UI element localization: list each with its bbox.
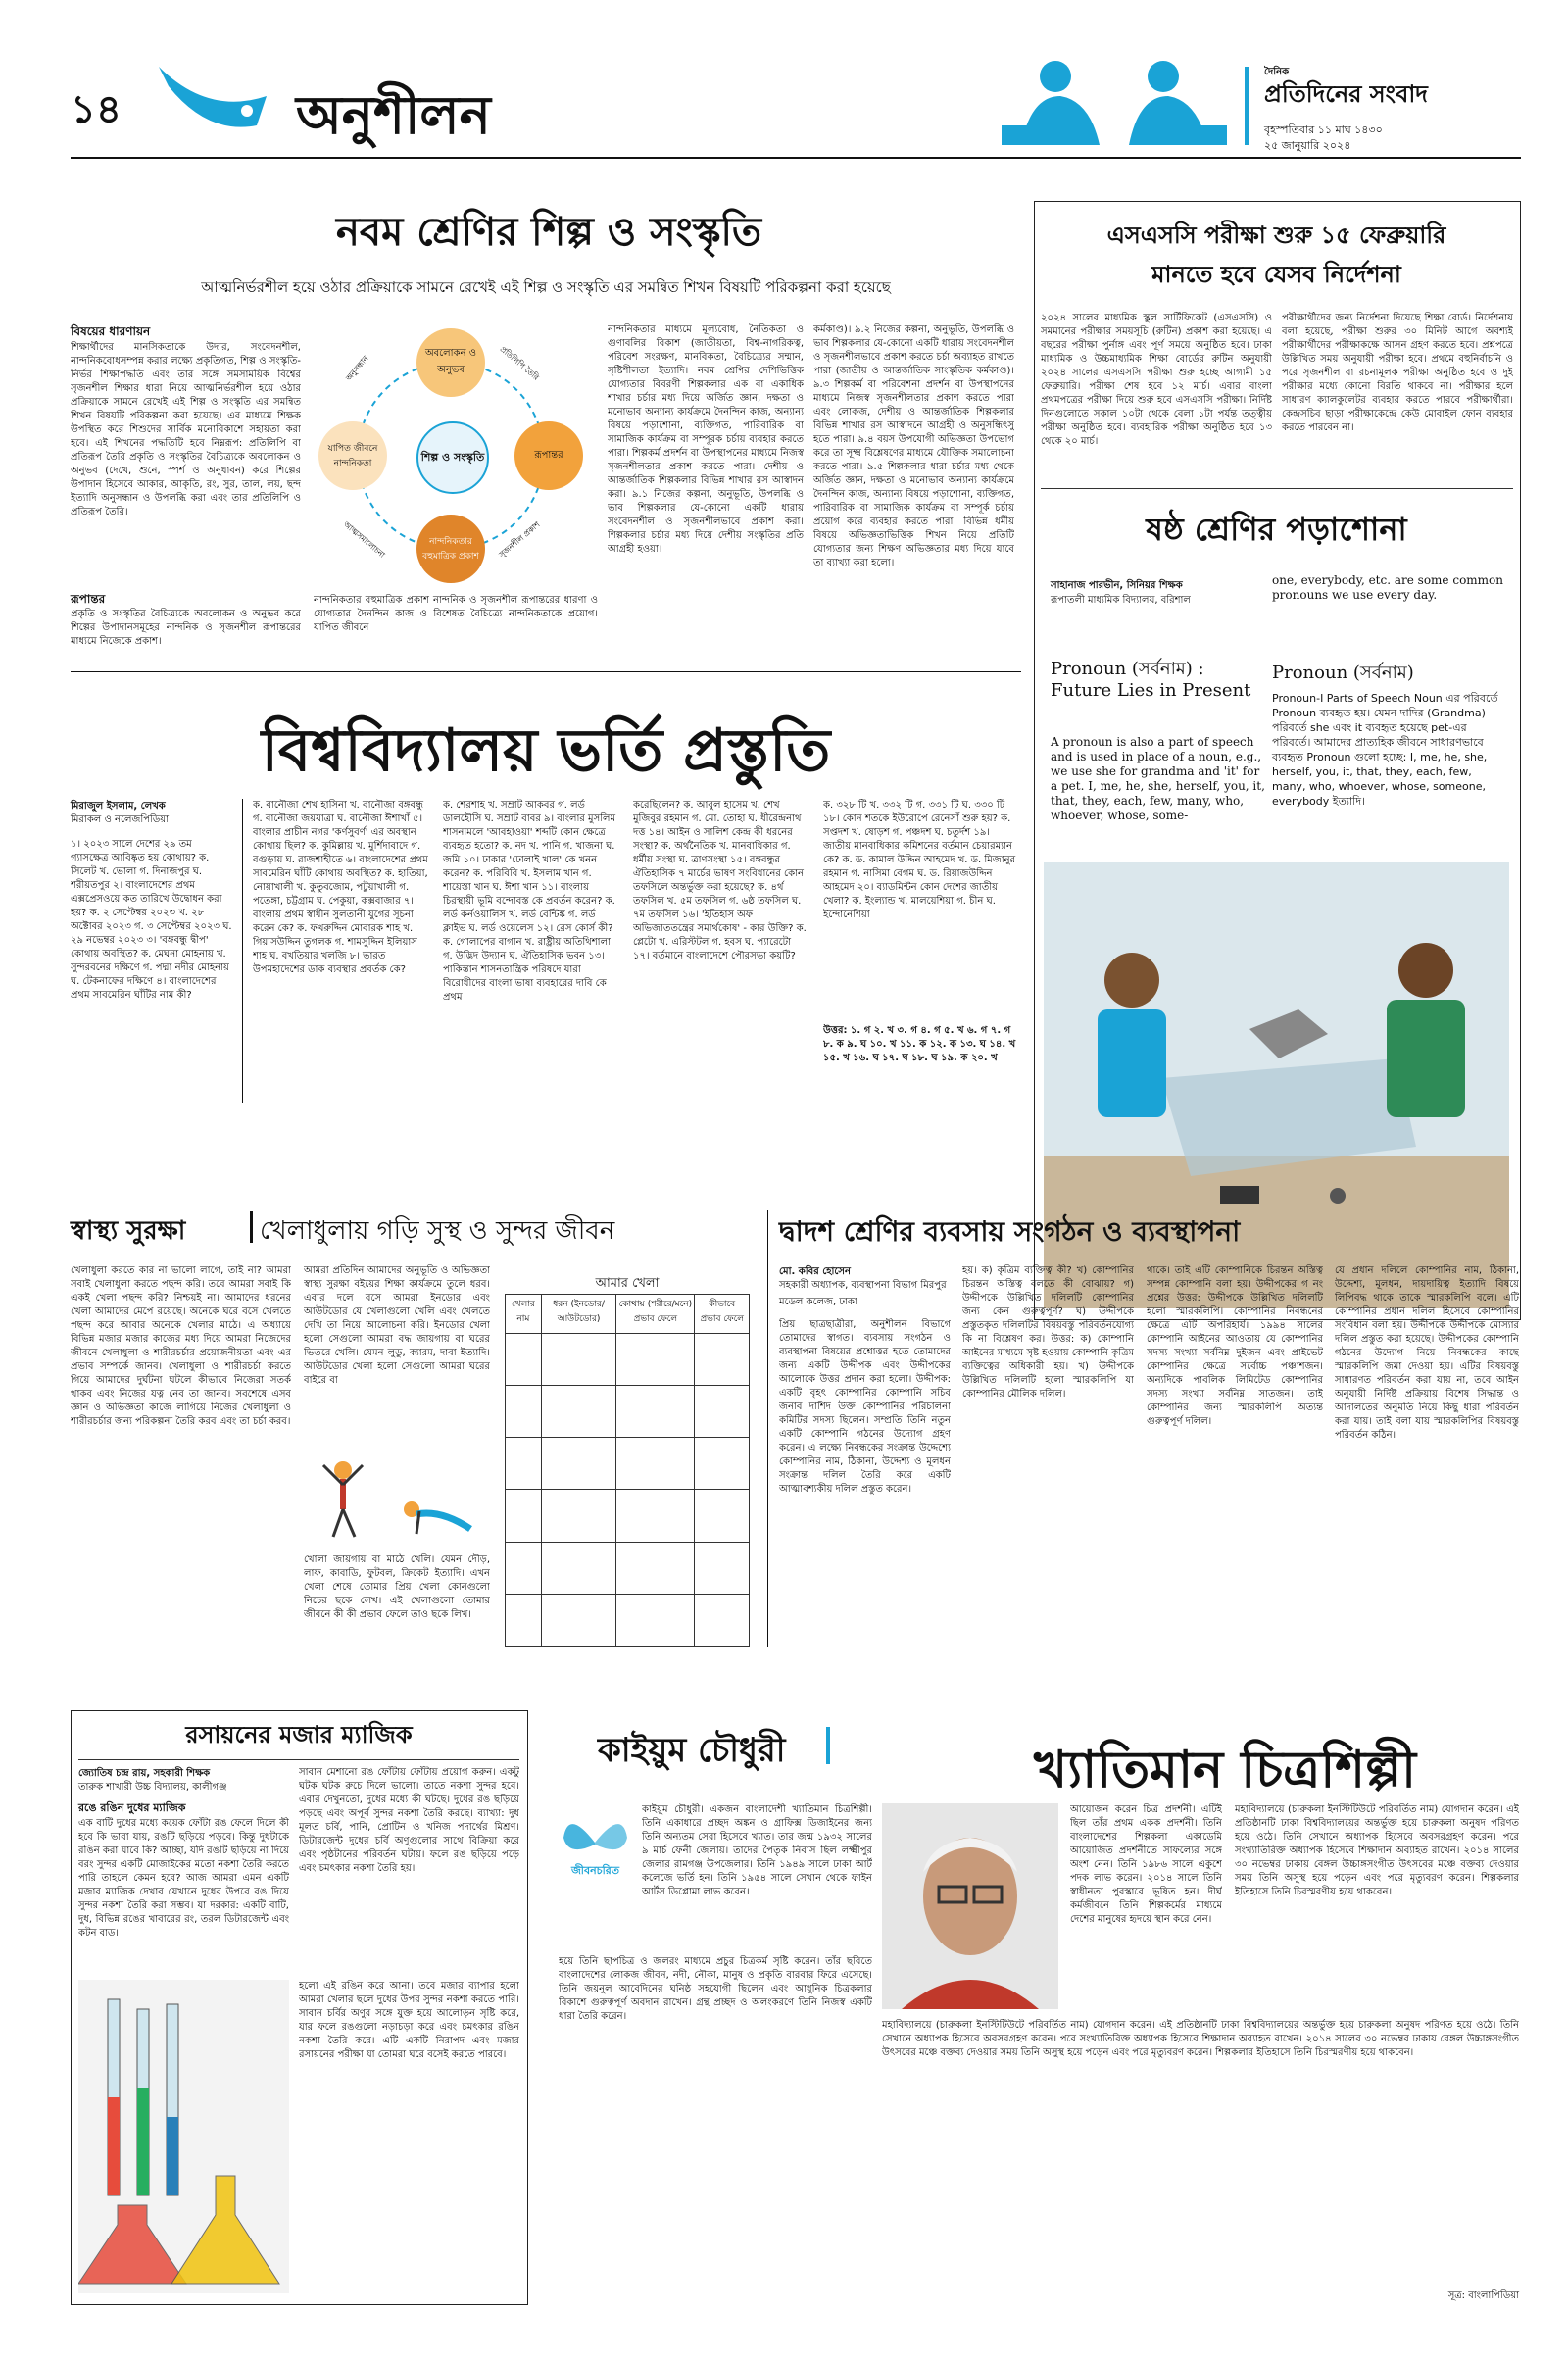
business-byline-2: সহকারী অধ্যাপক, ব্যবস্থাপনা বিভাগ মিরপুর মডেল কলেজ, ঢাকা (779, 1280, 947, 1307)
cycle-arrow-label: আত্মসমালোচনা (341, 519, 387, 560)
table-cell[interactable] (616, 1334, 695, 1386)
health-column-2: আমরা প্রতিদিন আমাদের অনুভূতি ও অভিজ্ঞতা স্বাস্থ্য সুরক্ষা বইয়ের শিক্ষা কার্যক্রমে তুলে ধরব। এবার দলে বসে আমরা ইনডোর এবং আউটডোর যে খেলাগুলো খেলি এবং খেলতে দেখি তা নিয়ে আলোচনা করি। ইনডোর খেলা হলো সেগুলো আমরা বদ্ধ জায়গায় বা ঘরের ভিতরে খেলি। যেমন লুডু, ক্যারম, দাবা ইত্যাদি। আউটডোর খেলা হলো সেগুলো আমরা ঘরের বাইরে বা (304, 1265, 490, 1386)
univ-byline-2: মিরাকল ও নলেজপিডিয়া (71, 814, 170, 825)
readers-illustration-icon (1002, 57, 1227, 150)
health-business-divider (767, 1210, 768, 1647)
cycle-node-expression: নান্দনিকতার বহুমাত্রিক প্রকাশ (416, 515, 485, 583)
artist-name-bar (826, 1727, 830, 1764)
art-concept-text: শিক্ষার্থীদের মানসিকতাকে উদার, সংবেদনশীল, নান্দনিকবোধসম্পন্ন করার লক্ষ্যে প্রকৃতিগত, শিল্প ও সংস্কৃতি-নির্ভর শিক্ষাপদ্ধতি এবং তার সঙ্গে সমসাময়িক বিশ্বের সৃজনশীল শিক্ষার ধারা নিয়ে আত্মনির্ভরশীল হয়ে ওঠার প্রক্রিয়াকে সামনে রেখেই এই শিল্প ও সংস্কৃতি এর সমন্বিত শিখন বিষয়টি পরিকল্পনা করা হয়েছে। এর মাধ্যমে শিক্ষক উপস্থিত করে শিশুদের সার্বিক মনোবিকাশে সহায়তা করা হবে। এই শিখনের পদ্ধতিটি হবে নিম্নরূপ: প্রতিলিপি বা প্রতিরূপ তৈরি প্রকৃতি ও সংস্কৃতির বৈচিত্র্যকে অবলোকন ও অনুভব (দেখে, শুনে, স্পর্শ ও অনুধাবন) করে শিল্পের উপাদান হিসেবে আকার, আকৃতি, রং, সুর, তাল, লয়, ছন্দ ইত্যাদি অনুসন্ধান ও উপলব্ধি করা এবং তার প্রতিলিপি ও প্রতিরূপ তৈরি। (71, 342, 301, 517)
table-cell[interactable] (506, 1542, 542, 1594)
univ-column-5: ক. ৩২৮ টি খ. ৩৩২ টি গ. ৩৩১ টি ঘ. ৩৩০ টি ১৮। কোন শতকে ইউরোপে রেনেসাঁ শুরু হয়? ক. সপ্তদশ খ. ষোড়শ গ. পঞ্চদশ ঘ. চতুর্দশ ১৯। জাতীয় মানবাধিকার কমিশনের বর্তমান চেয়ারম্যান কে? ক. ড. কামাল উদ্দিন আহমেদ খ. ড. মিজানুর রহমান গ. নাসিমা বেগম ঘ. ড. রিয়াজউদ্দিন আহমেদ ২০। ব্যাডমিন্টন কোন দেশের জাতীয় খেলা? ক. ইংল্যান্ড খ. মালয়েশিয়া গ. চীন ঘ. ইন্দোনেশিয়া (823, 800, 1016, 920)
lab-flasks-icon (78, 1980, 289, 2293)
table-cell[interactable] (541, 1386, 616, 1438)
artist-column-4: মহাবিদ্যালয়ে (চারুকলা ইনস্টিটিউটে পরিবর্তিত নাম) যোগদান করেন। এই প্রতিষ্ঠানটি ঢাকা বিশ্ববিদ্যালয়ের অন্তর্ভুক্ত হয়ে চারুকলা অনুষদ পরিণত হয়ে ওঠে। তিনি সেখানে অধ্যাপক হিসেবে অবসরগ্রহণ করেন। পরে সংখ্যাতিরিক্ত অধ্যাপক হিসেবে শিক্ষাদান অব্যাহত রাখেন। ২০১৪ সালের ৩০ নভেম্বর ঢাকায় বেঙ্গল উচ্চাঙ্গসংগীত উৎসবের মঞ্চে বক্তব্য দেওয়ার সময় তিনি অসুস্থ হয়ে পড়েন এবং পরে মৃত্যুবরণ করেন। শিল্পকলার ইতিহাসে তিনি চিরস্মরণীয় হয়ে থাকবেন। (882, 2020, 1519, 2058)
ssc-column-1: ২০২৪ সালের মাধ্যমিক স্কুল সার্টিফিকেট (এসএসসি) ও সমমানের পরীক্ষার সময়সূচি (রুটিন) প্রকাশ করা হয়েছে। এ বছরের পরীক্ষা পুর্নাঙ্গ এবং পূর্ণ সময়ে অনুষ্ঠিত হবে। ঢাকা মাধ্যমিক ও উচ্চমাধ্যমিক শিক্ষা বোর্ডের রুটিন অনুযায়ী ২০২৪ সালের এসএসসি পরীক্ষা শুরু হচ্ছে আগামী ১৫ ফেব্রুয়ারি। পরীক্ষা শেষ হবে ১২ মার্চ। এবার বাংলা প্রথমপত্রের পরীক্ষা দিয়ে শুরু হবে এসএসসি পরীক্ষা। নির্দিষ্ট দিনগুলোতে সকাল ১০টা থেকে বেলা ১টা পর্যন্ত তত্ত্বীয় পরীক্ষা অনুষ্ঠিত হবে। ব্যবহারিক পরীক্ষা অনুষ্ঠিত হবে ১৩ থেকে ২০ মার্চ। (1041, 313, 1272, 447)
six-right-text: Pronoun-I Parts of Speech Noun এর পরিবর্তে Pronoun ব্যবহৃত হয়। যেমন দাদির (Grandma) পরিবর্তে she এবং it ব্যবহৃত হয়েছে pet-এর পরিবর্তে। আমাদের প্রাত্যহিক জীবনে সাধারণভাবে ব্যবহৃত Pronoun গুলো হচ্ছে: I, me, he, she, herself, you, it, that, they, each, few, many, who, whoever, whose, someone, everybody ইত্যাদি। (1272, 692, 1498, 808)
cycle-arrow-label: সৃজনশীল প্রকাশ (497, 519, 542, 560)
table-cell[interactable] (506, 1438, 542, 1490)
six-byline-2: রূপাতলী মাধ্যমিক বিদ্যালয়, বরিশাল (1051, 595, 1191, 606)
table-cell[interactable] (616, 1386, 695, 1438)
table-cell[interactable] (695, 1386, 750, 1438)
health-table (505, 1294, 750, 1647)
cycle-arrow-label: অনুসন্ধান (344, 354, 370, 383)
univ-title: বিশ্ববিদ্যালয় ভর্তি প্রস্তুতি (261, 716, 831, 785)
chem-title-rule (78, 1759, 519, 1760)
table-cell[interactable] (506, 1334, 542, 1386)
date-bangla: বৃহস্পতিবার ১১ মাঘ ১৪৩০ (1264, 123, 1383, 136)
table-header: খেলার নাম (506, 1295, 542, 1334)
table-cell[interactable] (506, 1386, 542, 1438)
table-cell[interactable] (541, 1490, 616, 1542)
biography-badge (559, 1803, 632, 1882)
art-concept-heading: বিষয়ের ধারণায়ন (71, 324, 151, 338)
table-cell[interactable] (616, 1438, 695, 1490)
table-cell[interactable] (506, 1594, 542, 1646)
univ-answers: উত্তর: ১. গ ২. খ ৩. গ ৪. গ ৫. খ ৬. গ ৭. গ ৮. ক ৯. ঘ ১০. খ ১১. ক ১২. ক ১৩. ঘ ১৪. খ ১৫. খ ১৬. ঘ ১৭. ঘ ১৮. ঘ ১৯. ক ২০. খ (823, 1025, 1016, 1063)
six-right-heading: Pronoun (সর্বনাম) (1272, 663, 1414, 683)
artist-column-3: আয়োজন করেন চিত্র প্রদর্শনী। এটিই ছিল তাঁর প্রথম একক প্রদর্শনী। তিনি বাংলাদেশের শিল্পকলা একাডেমি আয়োজিত প্রদর্শনীতে সাফল্যের সঙ্গে অংশ নেন। তিনি ১৯৮৬ সালে একুশে পদক লাভ করেন। ২০১৪ সালে তিনি স্বাধীনতা পুরস্কারে ভূষিত হন। দীর্ঘ কর্মজীবনে তিনি শিল্পকর্মের মাধ্যমে দেশের মানুষের হৃদয়ে স্থান করে নেন। (1070, 1804, 1222, 1925)
chem-subhead: রঙে রঙিন দুধের ম্যাজিক (78, 1801, 186, 1814)
artist-column-2: হয়ে তিনি ছাপচিত্র ও জলরং মাধ্যমে প্রচুর চিত্রকর্ম সৃষ্টি করেন। তাঁর ছবিতে বাংলাদেশের লোকজ জীবন, নদী, নৌকা, মানুষ ও প্রকৃতি বারবার ফিরে এসেছে। তিনি জয়নুল আবেদিনের ঘনিষ্ঠ সহযোগী ছিলেন এবং আধুনিক চিত্রকলার বিকাশে গুরুত্বপূর্ণ অবদান রাখেন। গ্রন্থ প্রচ্ছদ ও অলংকরণে তিনি নিজস্ব একটি ধারা তৈরি করেন। (559, 1956, 872, 2022)
artist-column-1: কাইয়ুম চৌধুরী। একজন বাংলাদেশী খ্যাতিমান চিত্রশিল্পী। তিনি একাধারে প্রচ্ছদ অঙ্কন ও গ্রাফিক্স ডিজাইনের জন্য তিনি অন্যতম সেরা হিসেবে খ্যাত। তার জন্ম ১৯৩২ সালের ৯ মার্চ ফেনী জেলায়। তাদের পৈতৃক নিবাস ছিল লক্ষ্মীপুর জেলার রামগঞ্জ উপজেলার। তিনি ১৯৪৯ সালে ঢাকা আর্ট কলেজে ভর্তি হন। তিনি ১৯৫৪ সালে সেখান থেকে ফাইন আর্টস ডিপ্লোমা লাভ করেন। (642, 1804, 872, 1897)
univ-rule-top (71, 671, 1021, 672)
newspaper-logo: প্রতিদিনের সংবাদ (1264, 80, 1428, 108)
table-cell[interactable] (616, 1490, 695, 1542)
chem-byline-2: তারুক শাখারী উচ্চ বিদ্যালয়, কালীগঞ্জ (78, 1782, 227, 1793)
page-number: ১৪ (71, 87, 122, 132)
masthead (71, 57, 1521, 155)
ssc-rule (1041, 488, 1513, 489)
business-column-3: থাকে। তাই এটি কোম্পানিকে চিরন্তন অস্তিত্ব সম্পন্ন কোম্পানি বলা হয়। উদ্দীপকের গ নং প্রশ্নের উত্তর: উদ্দীপকে উল্লিখিত দলিলটি হলো স্মারকলিপি। কোম্পানির নিবন্ধনের ক্ষেত্রে এটি অপরিহার্য। ১৯৯৪ সালের কোম্পানি আইনের আওতায় যে কোম্পানির সদস্য সংখ্যা সর্বনিম্ন দুইজন এবং প্রাইভেট কোম্পানির ক্ষেত্রে সর্বোচ্চ পঞ্চাশজন। অন্যদিকে পাবলিক লিমিটেড কোম্পানির সদস্য সংখ্যা সর্বনিম্ন সাতজন। তাই কোম্পানির জন্য স্মারকলিপি অত্যন্ত গুরুত্বপূর্ণ দলিল। (1147, 1265, 1323, 1427)
art-cycle-diagram (314, 323, 588, 588)
table-cell[interactable] (695, 1542, 750, 1594)
artist-name-title: কাইয়ুম চৌধুরী (598, 1731, 786, 1770)
business-byline: মো. কবির হোসেন (779, 1266, 851, 1277)
biography-badge-label: জীবনচরিত (570, 1864, 620, 1877)
ssc-column-2: পরীক্ষার্থীদের জন্য নির্দেশনা দিয়েছে শিক্ষা বোর্ড। নির্দেশনায় বলা হয়েছে, পরীক্ষা শুরুর ৩০ মিনিট আগে অবশ্যই পরীক্ষার্থীদের পরীক্ষাকক্ষে আসন গ্রহণ করতে হবে। প্রশ্নপত্রে উল্লিখিত সময় অনুযায়ী পরীক্ষা হবে। প্রথমে বহুনির্বাচনি ও পরে সৃজনশীল বা রচনামূলক পরীক্ষা অনুষ্ঠিত হবে ও দুই পরীক্ষার মধ্যে কোনো বিরতি থাকবে না। পরীক্ষার হলে সাধারণ ক্যালকুলেটর ব্যবহার করতে পারবে পরীক্ষার্থীরা। কেন্দ্রসচিব ছাড়া পরীক্ষাকেন্দ্রে কেউ মোবাইল ফোন ব্যবহার করতে পারবেন না। (1282, 313, 1513, 433)
cycle-arrow-label: প্রতিলিপি তৈরি (498, 344, 541, 382)
section-title: অনুশীলন (296, 83, 491, 146)
univ-column-2: ক. বানৌজা শেখ হাসিনা খ. বানৌজা বঙ্গবন্ধু গ. বানৌজা জয়যাত্রা ঘ. বানৌজা ঈশাখাঁ ৫। বাংলার প্রাচীন নগর 'কর্ণসুবর্ণ' এর অবস্থান কোথায় ছিল? ক. কুমিল্লায় খ. মুর্শিদাবাদে গ. বগুড়ায় ঘ. রাজশাহীতে ৬। বাংলাদেশের প্রথম সাবমেরিন ঘাঁটি কোথায় অবস্থিত? ক. হাতিয়া, নোয়াখালী খ. কুতুবজোম, পটুয়াখালী গ. পতেঙ্গা, চট্টগ্রাম ঘ. পেকুয়া, কক্সবাজার ৭। বাংলায় প্রথম স্বাধীন সুলতানী যুগের সূচনা করেন কে? ক. ফখরুদ্দিন মোবারক শাহ খ. গিয়াসউদ্দিন তুগলক গ. শামসুদ্দিন ইলিয়াস শাহ ঘ. বখতিয়ার খলজি ৮। ভারত উপমহাদেশের ডাক ব্যবস্থার প্রবর্তক কে? (253, 800, 428, 975)
business-column-1: প্রিয় ছাত্রছাত্রীরা, অনুশীলন বিভাগে তোমাদের স্বাগত। ব্যবসায় সংগঠন ও ব্যবস্থাপনা বিষয়ের প্রশ্নোত্তর হতে তোমাদের জন্য একটি উদ্দীপক এবং উদ্দীপকের আলোকে উত্তর প্রদান করা হলো। উদ্দীপক: একটি বৃহৎ কোম্পানির কোম্পানি সচিব জনাব দাশিদ উক্ত কোম্পানির পরিচালনা কমিটির সদস্য ছিলেন। সম্প্রতি তিনি নতুন একটি কোম্পানি গঠনের উদ্যোগ গ্রহণ করেন। এ লক্ষ্যে নিবন্ধকের সংক্রান্ত উদ্দেশ্যে কোম্পানির নাম, ঠিকানা, উদ্দেশ্য ও মূলধন সংক্রান্ত দলিল তৈরি করে একটি আত্মাবশ্যকীয় দলিল প্রস্তুত করেন। (779, 1319, 951, 1495)
artist-portrait (882, 1803, 1058, 2009)
table-cell[interactable] (695, 1334, 750, 1386)
univ-divider (242, 799, 243, 1103)
art-column-3: কর্মকাণ্ড)। ৯.২ নিজের কল্পনা, অনুভূতি, উপলব্ধি ও ভাব শিল্পকলার যে-কোনো একটি ধারায় সংবেদনশীল ও সৃজনশীলভাবে প্রকাশ করতে চর্চা অব্যাহত রাখতে পারা (জাতীয় ও আন্তর্জাতিক সাংস্কৃতিক কর্মকাণ্ড)। ৯.৩ শিল্পকর্ম বা পরিবেশনা প্রদর্শন বা উপস্থাপনের মাধ্যমে নিজস্ব সৃজনশীলতার প্রকাশ করতে পারা এবং লোকজ, দেশীয় ও আন্তর্জাতিক শিল্পকলার বিভিন্ন শাখার রস আস্বাদনে আগ্রহী ও অনুসন্ধিৎসু হতে পারা। ৯.৪ বয়স উপযোগী অভিজ্ঞতা উপভোগ করে তা সূক্ষ্ম বিশ্লেষণের মাধ্যমে যৌক্তিক সমালোচনা করতে পারা। ৯.৫ শিল্পকলার ধারা চর্চার মধ্য থেকে অর্জিত জ্ঞান, দক্ষতা ও মনোভাব অন্যান্য কার্যক্রমে দৈনন্দিন কাজ, অন্যান্য বিষয়ে পড়াশোনা, ব্যক্তিগত, পারিবারিক বা সামাজিক কার্যক্রম বা সম্পূর্ক চর্চায় প্রয়োগ করে ব্যবহার করতে পারা। বিভিন্ন ধর্মীয় বিষয়ে অভিজ্ঞতাভিত্তিক শিখন নিয়ে প্রতিটি যোগ্যতার জন্য শিক্ষণ অভিজ্ঞতার মধ্য দিয়ে যাবে তা ব্যাখ্যা করা হলো। (813, 324, 1014, 568)
health-tag-bar (250, 1211, 253, 1243)
masthead-divider (1245, 67, 1249, 145)
table-cell[interactable] (541, 1334, 616, 1386)
ssc-title-2: মানতে হবে যেসব নির্দেশনা (1152, 261, 1401, 288)
artist-big-title: খ্যাতিমান চিত্রশিল্পী (1033, 1741, 1417, 1799)
six-title: ষষ্ঠ শ্রেণির পড়াশোনা (1146, 511, 1407, 548)
cycle-center: শিল্প ও সংস্কৃতি (416, 421, 489, 494)
table-cell[interactable] (541, 1542, 616, 1594)
chem-title: রসায়নের মজার ম্যাজিক (185, 1721, 413, 1748)
art-under-diagram: নান্দনিকতার বহুমাত্রিক প্রকাশ নান্দনিক ও সৃজনশীল রূপান্তরের ধারণা ও যোগ্যতার দৈনন্দিন কাজ ও বিশেষত বৈচিত্র্যে নান্দনিকতাকে প্রয়োগ। যাপিত জীবনে (314, 595, 598, 633)
business-column-2: হয়। ক) কৃত্রিম ব্যক্তিত্ব কী? খ) কোম্পানির চিরন্তন অস্তিত্ব বলতে কী বোঝায়? গ) উদ্দীপকে উল্লিখিত দলিলটি কোম্পানির জন্য কেন গুরুত্বপূর্ণ? ঘ) উদ্দীপকে প্রস্তুতকৃত দলিলটির বিষয়বস্তু পরিবর্তনযোগ্য কি না বিশ্লেষণ কর। উত্তর: ক) কোম্পানি আইনের মাধ্যমে সৃষ্ট হওয়ায় কোম্পানি কৃত্রিম ব্যক্তিত্বের অধিকারী হয়। খ) উদ্দীপকে উল্লিখিত দলিলটি হলো স্মারকলিপি যা কোম্পানির মৌলিক দলিল। (962, 1265, 1134, 1400)
chem-column-1: এক বাটি দুধের মধ্যে কয়েক ফোঁটা রঙ ফেলে দিলে কী হবে কি ভাবা যায়, রঙটি ছড়িয়ে পড়বে। কিন্তু দুধটাকে রঙিন করা যাবে কি? আচ্ছা, যদি রঙটি ছড়িয়ে না দিয়ে বরং সুন্দর একটি মোজাইকের মতো নকশা তৈরি করতে পারি তাহলে কেমন হবে? আজ আমরা এমন একটি মজার ম্যাজিক দেখাব যেখানে দুধের উপরে রঙ দিয়ে সুন্দর নকশা তৈরি করা সম্ভব। যা দরকার: একটি বাটি, দুধ, বিভিন্ন রঙের খাবারের রং, তরল ডিটারজেন্ট এবং কটন বাড। (78, 1818, 289, 1939)
masthead-rule (71, 157, 1521, 159)
artist-source: সূত্র: বাংলাপিডিয়া (1447, 2290, 1519, 2301)
kids-exercise-icon (304, 1451, 490, 1544)
chemistry-flasks-illustration (78, 1980, 289, 2293)
chem-column-2: সাবান মেশানো রঙ ফোঁটায় ফোঁটায় প্রয়োগ করুন। একটু ঘটক ঘটক রুচে দিলে ভালো। তাতে নকশা সুন্দর হবে। এবার দেখুনতো, দুধের মধ্যে কী ঘটছে। দুধের রঙ ছড়িয়ে পড়ছে এবং অপূর্ব সুন্দর নকশা তৈরি করছে। ব্যাখ্যা: দুধ মূলত চর্বি, পানি, প্রোটিন ও খনিজ পদার্থের মিশ্রণ। ডিটারজেন্ট দুধের চর্বি অণুগুলোর সাথে বিক্রিয়া করে এবং পৃষ্ঠটানের পরিবর্তন ঘটায়। ফলে রঙ ছড়িয়ে পড়ে এবং চমৎকার নকশা তৈরি হয়। (299, 1767, 519, 1874)
my-games-table (505, 1294, 750, 1647)
table-cell[interactable] (616, 1542, 695, 1594)
chem-column-3: হলো এই রঙিন করে আনা। তবে মজার ব্যাপার হলো আমরা খেলার ছলে দুধের উপর সুন্দর নকশা করতে পারি। সাবান চর্বির অণুর সঙ্গে যুক্ত হয়ে আলোড়ন সৃষ্টি করে, যার ফলে রঙগুলো নড়াচড়া করে এবং চমৎকার রঙিন নকশা তৈরি করে। এটি একটি নিরাপদ এবং মজার রসায়নের পরীক্ষা যা তোমরা ঘরে বসেই করতে পারবে। (299, 1981, 519, 2060)
six-byline: সাহানাজ পারভীন, সিনিয়র শিক্ষক (1051, 580, 1183, 591)
business-column-4: যে প্রধান দলিলে কোম্পানির নাম, ঠিকানা, উদ্দেশ্য, মূলধন, দায়দায়িত্ব ইত্যাদি বিষয়ে লিপিবদ্ধ থাকে তাকে স্মারকলিপি বলে। এটি কোম্পানির প্রধান দলিল হিসেবে কোম্পানির সংবিধান বলা হয়। উদ্দীপকে উদ্দীপকে মোস্যার দলিল প্রস্তুত করা হয়েছে। উদ্দীপকের কোম্পানি গঠনের উদ্যোগ নিয়ে নিবন্ধকের কাছে স্মারকলিপি জমা দেওয়া হয়। এটির বিষয়বস্তু সাধারণত পরিবর্তন করা যায় না, তবে আইন অনুযায়ী নির্দিষ্ট প্রক্রিয়ায় বিশেষ সিদ্ধান্ত ও আদালতের অনুমতি নিয়ে কিছু ধারা পরিবর্তন করা যায়। তাই বলা যায় স্মারকলিপির বিষয়বস্তু পরিবর্তন কঠিন। (1335, 1265, 1519, 1441)
cycle-node-observe: অবলোকন ও অনুভব (416, 328, 485, 397)
table-cell[interactable] (506, 1490, 542, 1542)
table-cell[interactable] (541, 1438, 616, 1490)
table-cell[interactable] (616, 1594, 695, 1646)
six-left-text: A pronoun is also a part of speech and is used in place of a noun, e.g., we use she for grandma and 'it' for a pet. I, me, he, she, herself, you, it, that, they, each, few, many, who, whoever, whose, some- (1051, 735, 1265, 822)
art-title: নবম শ্রেণির শিল্প ও সংস্কৃতি (335, 210, 761, 255)
six-left-heading: Pronoun (সর্বনাম) : Future Lies in Present (1051, 659, 1251, 701)
art-rupantar-heading: রূপান্তর (71, 592, 106, 606)
table-cell[interactable] (695, 1594, 750, 1646)
univ-column-1: ১। ২০২৩ সালে দেশের ২৯ তম গ্যাসক্ষেত্র আবিষ্কৃত হয় কোথায়? ক. সিলেট খ. ভোলা গ. দিনাজপুর ঘ. শরীয়তপুর ২। বাংলাদেশের প্রথম এক্সপ্রেসওয়ে কত তারিখে উদ্বোধন করা হয়? ক. ২ সেপ্টেম্বর ২০২৩ খ. ২৮ অক্টোবর ২০২৩ গ. ৩ সেপ্টেম্বর ২০২৩ ঘ. ২৯ নভেম্বর ২০২৩ ৩। 'বঙ্গবন্ধু দ্বীপ' কোথায় অবস্থিত? ক. মেঘনা মোহনায় খ. সুন্দরবনের দক্ষিণে গ. পদ্মা নদীর মোহনায় ঘ. টেকনাফের দক্ষিণে ৪। বাংলাদেশের প্রথম সাবমেরিন ঘাঁটির নাম কী? (71, 839, 232, 1001)
artist-top-right: মহাবিদ্যালয়ে (চারুকলা ইনস্টিটিউটে পরিবর্তিত নাম) যোগদান করেন। এই প্রতিষ্ঠানটি ঢাকা বিশ্ববিদ্যালয়ের অন্তর্ভুক্ত হয়ে চারুকলা অনুষদ পরিণত হয়ে ওঠে। তিনি সেখানে অধ্যাপক হিসেবে অবসরগ্রহণ করেন। পরে সংখ্যাতিরিক্ত অধ্যাপক হিসেবে শিক্ষাদান অব্যাহত রাখেন। ২০১৪ সালের ৩০ নভেম্বর ঢাকায় বেঙ্গল উচ্চাঙ্গসংগীত উৎসবের মঞ্চে বক্তব্য দেওয়ার সময় তিনি অসুস্থ হয়ে পড়েন এবং পরে মৃত্যুবরণ করেন। শিল্পকলার ইতিহাসে তিনি চিরস্মরণীয় হয়ে থাকবেন। (1235, 1804, 1519, 1897)
health-tag: স্বাস্থ্য সুরক্ষা (71, 1216, 186, 1246)
cycle-node-life: যাপিত জীবনে নান্দনিকতা (318, 421, 387, 490)
health-column-1: খেলাধুলা করতে কার না ভালো লাগে, তাই না? আমরা সবাই খেলাধুলা করতে পছন্দ করি। তবে আমরা সবাই কি একই খেলা পছন্দ করি? নিশ্চয়ই না। আমাদের ধরনের খেলা আমাদের মেপে রয়েছে। অনেকে ঘরে বসে খেলতে পছন্দ করে আবার অনেকে খেলার মাঠে। এ অধ্যায়ে বিভিন্ন মজার মজার কাজের মধ্য দিয়ে আমরা নিজেদের জীবনে খেলাধুলা ও শারীরচর্চার প্রয়োজনীয়তা এবং এর প্রভাব সম্পর্কে জানব। খেলাধুলা ও শারীরচর্চা করতে গিয়ে আমাদের দুর্ঘটনা ঘটলে কীভাবে নিজেরা সতর্ক থাকব এবং নিজের যত্ন নেব তা জানব। সবশেষে এসব জ্ঞান ও অভিজ্ঞতা কাজে লাগিয়ে নিজের খেলাধুলা ও শারীরচর্চার জন্য পরিকল্পনা তৈরি করব এবং তা চর্চা করব। (71, 1265, 291, 1427)
logo-small: দৈনিক (1264, 67, 1290, 77)
six-right-intro: one, everybody, etc. are some common pronouns we use every day. (1272, 573, 1503, 602)
cycle-node-transform: রূপান্তর (514, 421, 583, 490)
health-title: খেলাধুলায় গড়ি সুস্থ ও সুন্দর জীবন (260, 1216, 615, 1246)
health-table-title: আমার খেলা (595, 1276, 660, 1291)
pen-nib-icon (149, 57, 276, 145)
art-subtitle: আত্মনির্ভরশীল হয়ে ওঠার প্রক্রিয়াকে সামনে রেখেই এই শিল্প ও সংস্কৃতি এর সমন্বিত শিখন বিষয়টি পরিকল্পনা করা হয়েছে (201, 278, 891, 296)
business-title: দ্বাদশ শ্রেণির ব্যবসায় সংগঠন ও ব্যবস্থাপনা (779, 1215, 1241, 1248)
univ-column-3: ক. শেরশাহ খ. সম্রাট আকবর গ. লর্ড ডালহৌসি ঘ. সম্রাট বাবর ৯। বাংলার মুসলিম শাসনামলে 'আবহাওয়া' শব্দটি কোন ক্ষেত্রে ব্যবহৃত হতো? ক. নদ খ. পানি গ. খাজনা ঘ. জমি ১০। ঢাকার 'ঢোলাই খাল' কে খনন করেন? ক. পরিবিবি খ. ইসলাম খান গ. শায়েস্তা খান ঘ. ঈশা খান ১১। বাংলায় চিরস্থায়ী ভূমি বন্দোবস্ত কে প্রবর্তন করেন? ক. লর্ড কর্নওয়ালিস খ. লর্ড বেন্টিঙ্ক গ. লর্ড ক্লাইভ ঘ. লর্ড ওয়েলেস ১২। রেস কোর্স কী? ক. গোলাপের বাগান খ. রাষ্ট্রীয় অতিথিশালা গ. উদ্ভিদ উদ্যান ঘ. ঐতিহাসিক ভবন ১৩। পাকিস্তান শাসনতান্ত্রিক পরিষদে যারা বিরোধীদের বাংলা ভাষা ব্যবহারের দাবি কে প্রথম (443, 800, 616, 1003)
art-column-2: নান্দনিকতার মাধ্যমে মূল্যবোধ, নৈতিকতা ও গুণাবলির বিকাশ (জাতীয়তা, বিশ্ব-নাগরিকত্ব, পরিবেশ সংরক্ষণ, মানবিকতা, বৈচিত্র্যের সম্মান, সৃষ্টিশীলতা ইত্যাদি। নবম শ্রেণির দেশিভিত্তিক যোগ্যতার বিবরণী শিল্পকলার এক বা একাধিক শাখার চর্চার মধ্য দিয়ে অর্জিত জ্ঞান, দক্ষতা ও মনোভাব অন্যান্য কার্যক্রমে দৈনন্দিন কাজ, অন্যান্য বিষয়ে পড়াশোনা, ব্যক্তিগত, পারিবারিক বা সামাজিক কার্যক্রম বা সম্পূরক চর্চায় ব্যবহার করতে পারা। শিল্পকর্ম প্রদর্শন বা উপস্থাপনের মাধ্যমে নিজস্ব সৃজনশীলতার প্রকাশ করতে পারা। দেশীয় ও আন্তর্জাতিক শিল্পকলার বিভিন্ন শাখার রস আস্বাদন করা। ৯.১ নিজের কল্পনা, অনুভূতি, উপলব্ধি ও ভাব শিল্পকলার যে-কোনো একটি ধারায় সংবেদনশীল ও সৃজনশীলভাবে প্রকাশ করা। শিল্পকলার চর্চার মধ্য দিয়ে দেশীয় সংস্কৃতির প্রতি আগ্রহী হওয়া। (608, 324, 804, 555)
univ-column-4: করেছিলেন? ক. আবুল হাসেম খ. শেখ মুজিবুর রহমান গ. মো. তোহা ঘ. ধীরেন্দ্রনাথ দত্ত ১৪। আইন ও সালিশ কেন্দ্র কী ধরনের সংস্থা? ক. অর্থনৈতিক খ. মানবাধিকার গ. ধর্মীয় সংস্থা ঘ. ত্রাণসংস্থা ১৫। বঙ্গবন্ধুর ঐতিহাসিক ৭ মার্চের ভাষণ সংবিধানের কোন তফসিলে অন্তর্ভুক্ত করা হয়েছে? ক. ৪র্থ তফসিল খ. ৫ম তফসিল গ. ৬ষ্ঠ তফসিল ঘ. ৭ম তফসিল ১৬। 'ইতিহাস অফ অভিজাততন্ত্রের সমার্থকোষ' - কার উক্তি? ক. প্লেটো খ. এরিস্টটল গ. হবস ঘ. প্যারেটো ১৭। বর্তমানে বাংলাদেশে পৌরসভা কয়টি? (633, 800, 807, 961)
chem-byline: জ্যোতিষ চন্দ্র রায়, সহকারী শিক্ষক (78, 1768, 211, 1779)
health-column-2b: খোলা জায়গায় বা মাঠে খেলি। যেমন দৌড়, লাফ, কাবাডি, ফুটবল, ক্রিকেট ইত্যাদি। এখন খেলা শেষে তোমার প্রিয় খেলা কোনগুলো নিচের ছকে লেখ। এই খেলাগুলো তোমার জীবনে কী কী প্রভাব ফেলে তাও ছকে লিখ। (304, 1554, 490, 1620)
kids-exercise-illustration (304, 1451, 490, 1544)
table-cell[interactable] (695, 1490, 750, 1542)
art-rupantar-text: প্রকৃতি ও সংস্কৃতির বৈচিত্র্যকে অবলোকন ও অনুভব করে শিল্পের উপাদানসমূহের নান্দনিক ও সৃজনশীল রূপান্তরের মাধ্যমে নিজেকে প্রকাশ। (71, 609, 301, 647)
ssc-title-1: এসএসসি পরীক্ষা শুরু ১৫ ফেব্রুয়ারি (1106, 221, 1446, 249)
date-english: ২৫ জানুয়ারি ২০২৪ (1264, 139, 1351, 152)
table-header: ধরন (ইনডোর/ আউটডোর) (541, 1295, 616, 1334)
table-header: কোথায় (শরীরে/মনে) প্রভাব ফেলে (616, 1295, 695, 1334)
table-header: কীভাবে প্রভাব ফেলে (695, 1295, 750, 1334)
portrait-photo-icon (882, 1803, 1058, 2009)
univ-byline: মিরাজুল ইসলাম, লেখক (71, 801, 166, 812)
table-cell[interactable] (541, 1594, 616, 1646)
table-cell[interactable] (695, 1438, 750, 1490)
